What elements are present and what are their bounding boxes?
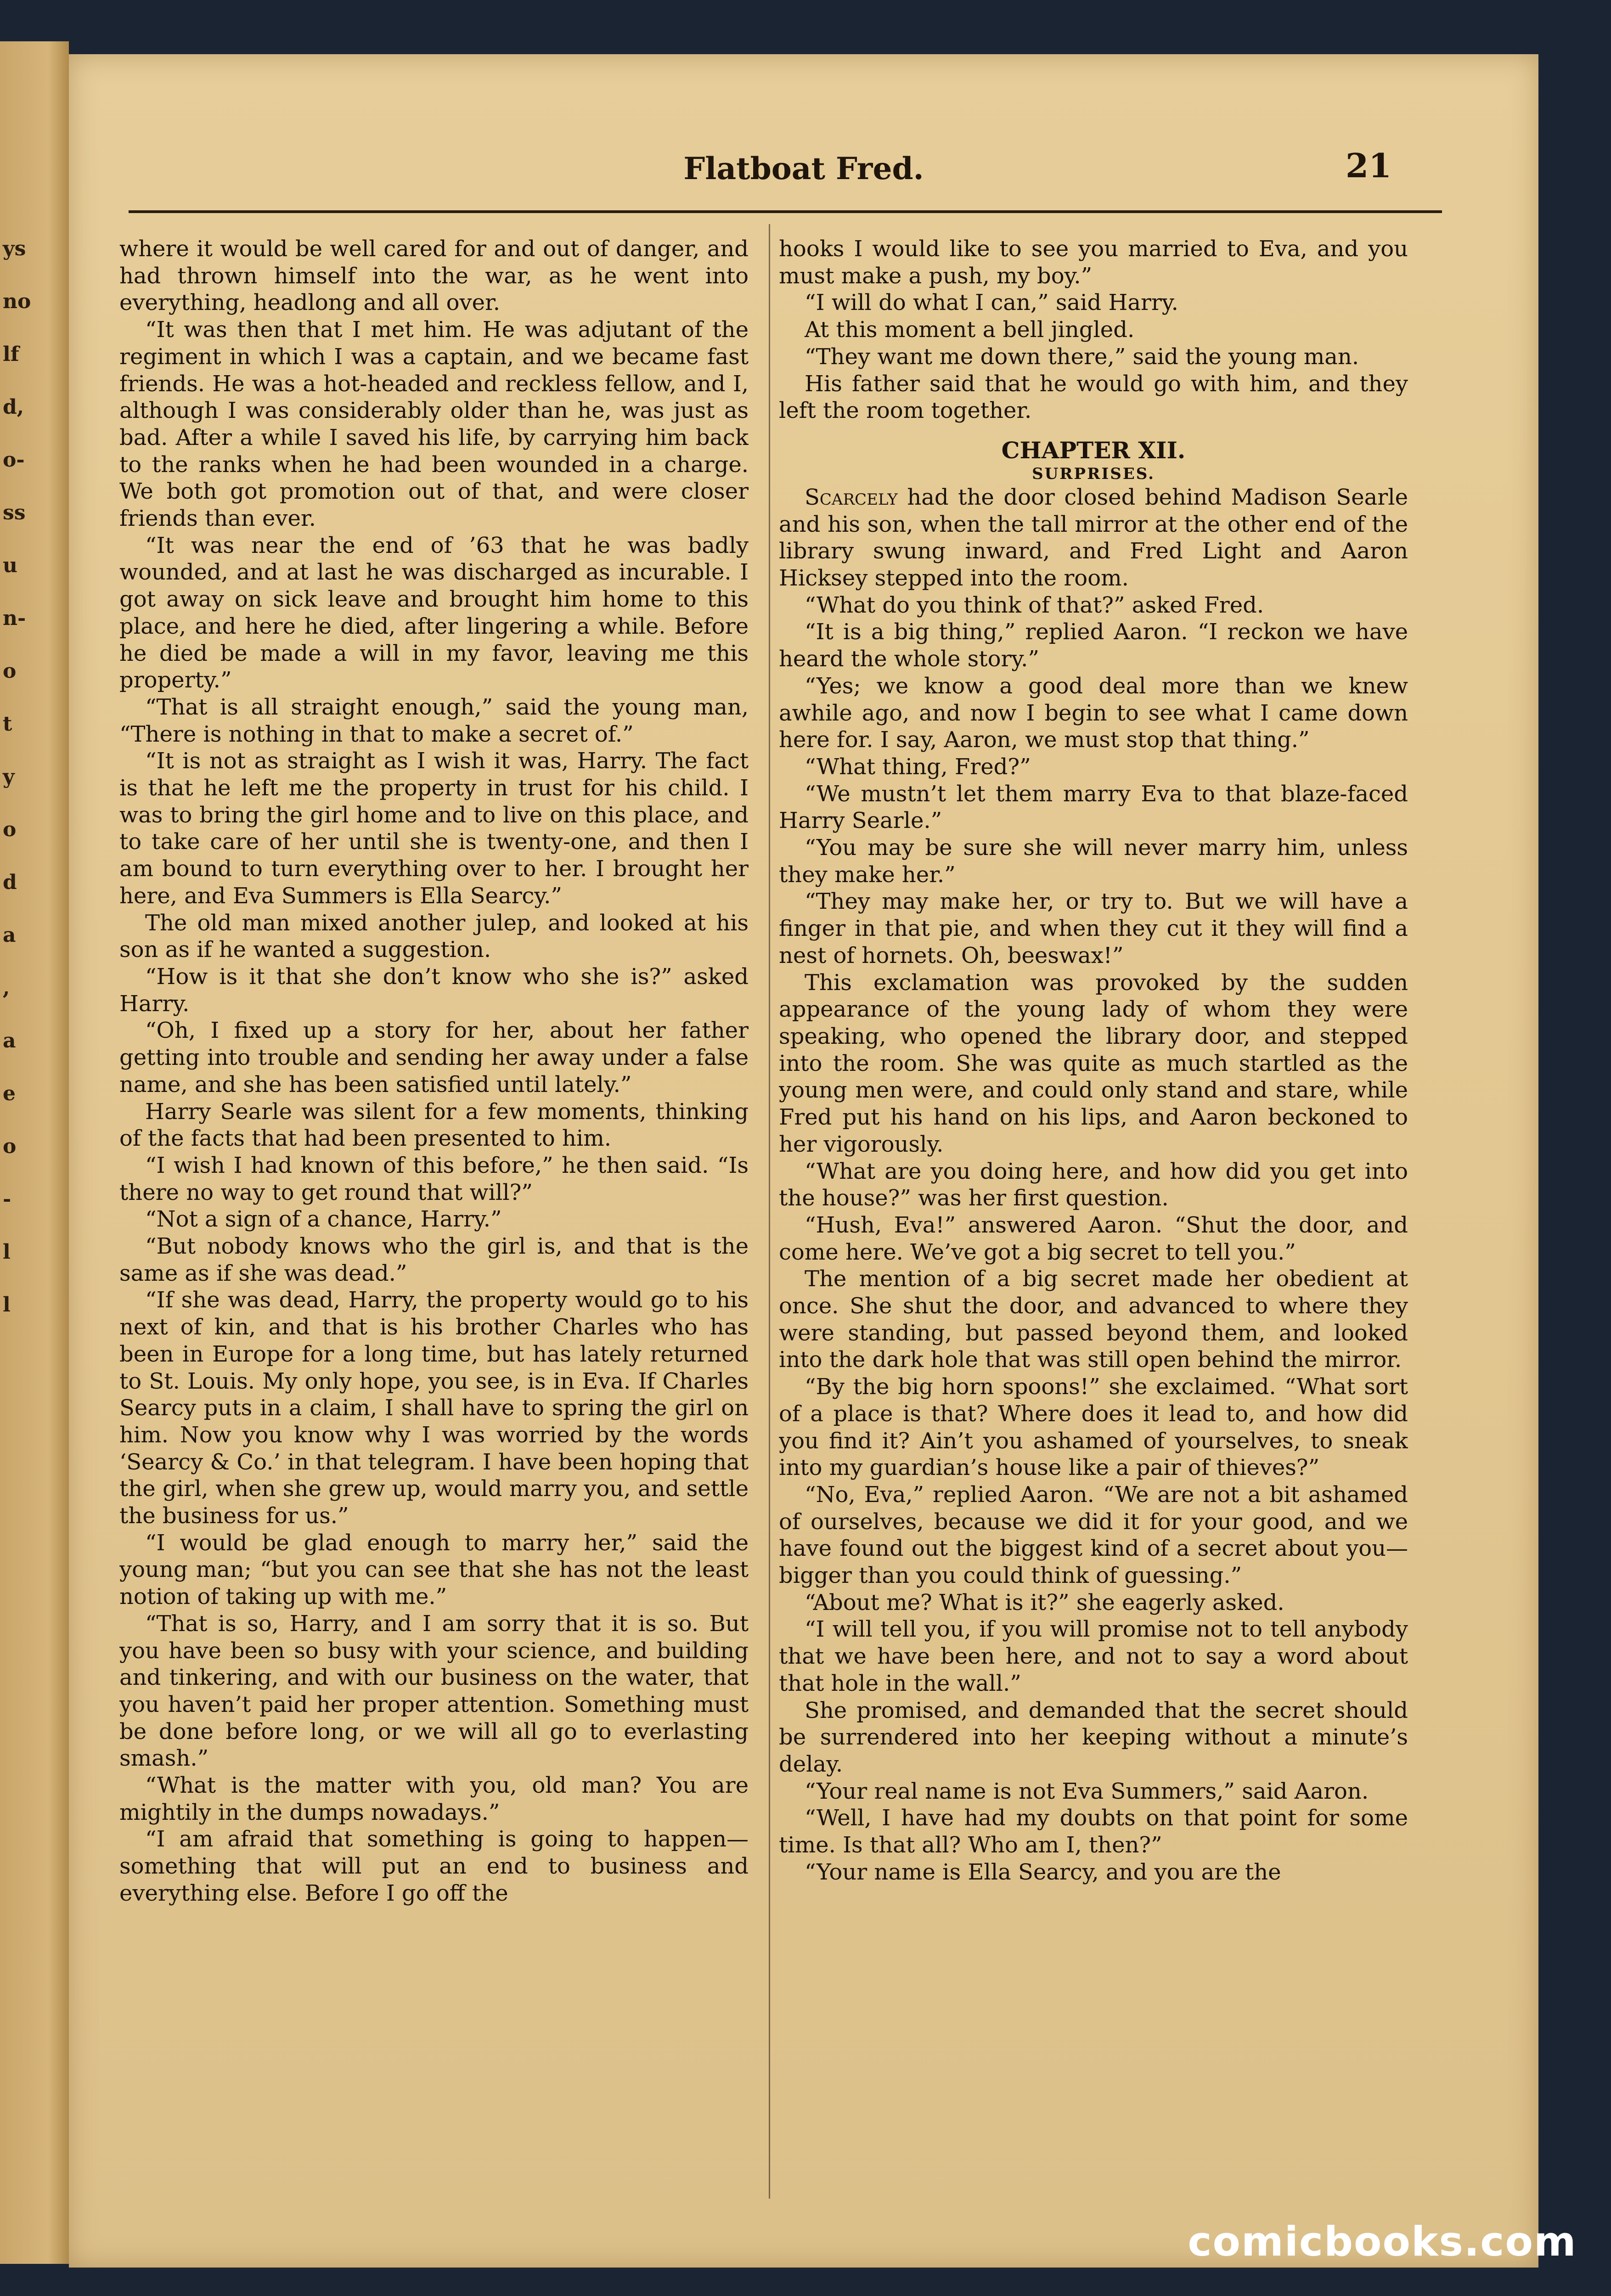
paragraph: She promised, and demanded that the secret should be surrendered into her keeping without a minute’s delay.	[779, 1697, 1408, 1777]
previous-page-fragment: a	[3, 923, 16, 947]
left-column	[119, 236, 749, 2203]
previous-page-fragment: ,	[3, 976, 10, 1000]
chapter-first-word: Scarcely	[805, 484, 898, 510]
paragraph: “About me? What is it?” she eagerly asked.	[805, 1589, 1284, 1615]
running-title: Flatboat Fred.	[683, 151, 924, 186]
paragraph: “Hush, Eva!” answered Aaron. “Shut the door, and come here. We’ve got a big secret to tell you.”	[779, 1212, 1408, 1265]
paragraph: The mention of a big secret made her obedient at once. She shut the door, and advanced to where they were standing, but passed beyond them, and looked into the dark hole that was still open behind the mirror.	[779, 1266, 1408, 1373]
chapter-first-paragraph-text: had the door closed behind Madison Searle and his son, when the tall mirror at the other end of the library swung inward, and Fred Light and Aaron Hicksey stepped into the room.	[779, 484, 1408, 591]
previous-page-fragment: lf	[3, 343, 19, 366]
page-number: 21	[1346, 146, 1392, 185]
previous-page-fragment: o-	[3, 448, 25, 472]
paragraph: “It is not as straight as I wish it was, Harry. The fact is that he left me the property in trust for his child. I was to bring the girl home and to live on this place, and to take care of her until she is twenty-one, and then I am bound to turn everything over to her. I brought her here, and Eva Summers is Ella Searcy.”	[119, 748, 749, 909]
paragraph: “They want me down there,” said the young man.	[805, 343, 1359, 370]
previous-page-fragment: d	[3, 871, 17, 894]
previous-page-fragment: d,	[3, 395, 24, 419]
previous-page-fragment: o	[3, 1135, 17, 1158]
chapter-first-paragraph	[779, 484, 1408, 592]
paragraph: “But nobody knows who the girl is, and that is the same as if she was dead.”	[119, 1233, 749, 1286]
previous-page-fragment: l	[3, 1293, 11, 1317]
paragraph: where it would be well cared for and out of danger, and had thrown himself into the war, as he went into everything, headlong and all over.	[119, 236, 749, 316]
previous-page-fragment: a	[3, 1029, 16, 1052]
previous-page-edge	[0, 41, 69, 2264]
paragraph: “I will do what I can,” said Harry.	[805, 290, 1178, 316]
paragraph: “Well, I have had my doubts on that point for some time. Is that all? Who am I, then?”	[779, 1805, 1408, 1858]
book-page	[69, 54, 1538, 2268]
paragraph: The old man mixed another julep, and looked at his son as if he wanted a suggestion.	[119, 910, 749, 963]
paragraph: His father said that he would go with him, and they left the room together.	[779, 371, 1408, 424]
paragraph: “It was near the end of ’63 that he was badly wounded, and at last he was discharged as incurable. I got away on sick leave and brought him home to this place, and here he died, after lingering a while. Before he died be made a will in my favor, leaving me this property.”	[119, 532, 749, 693]
column-divider	[769, 224, 770, 2199]
previous-page-fragment: u	[3, 554, 17, 577]
paragraph: “What thing, Fred?”	[805, 754, 1031, 780]
paragraph: “It is a big thing,” replied Aaron. “I reckon we have heard the whole story.”	[779, 619, 1408, 672]
previous-page-fragment: o	[3, 659, 17, 683]
paragraph: “That is all straight enough,” said the young man, “There is nothing in that to make a secret of.”	[119, 694, 749, 747]
paragraph: “They may make her, or try to. But we will have a finger in that pie, and when they cut it they will find a nest of hornets. Oh, beeswax!”	[779, 889, 1408, 968]
header-rule	[129, 210, 1442, 213]
previous-page-fragment: -	[3, 1187, 11, 1211]
paragraph: “I would be glad enough to marry her,” said the young man; “but you can see that she has not the least notion of taking up with me.”	[119, 1530, 749, 1610]
paragraph: “Your name is Ella Searcy, and you are the	[805, 1859, 1281, 1885]
paragraph: “I will tell you, if you will promise not to tell anybody that we have been here, and not to say a word about that hole in the wall.”	[779, 1616, 1408, 1696]
paragraph: “Your real name is not Eva Summers,” said Aaron.	[805, 1778, 1369, 1804]
previous-page-fragment: ys	[3, 237, 26, 260]
paragraph: “I am afraid that something is going to happen—something that will put an end to business and everything else. Before I go off the	[119, 1826, 749, 1906]
previous-page-fragment: l	[3, 1240, 11, 1264]
paragraph: “Yes; we know a good deal more than we knew awhile ago, and now I begin to see what I came down here for. I say, Aaron, we must stop that thing.”	[779, 673, 1408, 753]
paragraph: This exclamation was provoked by the sudden appearance of the young lady of whom they were speaking, who opened the library door, and stepped into the room. She was quite as much startled as the young men were, and could only stand and stare, while Fred put his hand on his lips, and Aaron beckoned to her vigorously.	[779, 969, 1408, 1157]
paragraph: “How is it that she don’t know who she is?” asked Harry.	[119, 963, 749, 1017]
previous-page-fragment: y	[3, 765, 15, 788]
previous-page-fragment: o	[3, 818, 17, 841]
paragraph: “If she was dead, Harry, the property would go to his next of kin, and that is his brother Charles who has been in Europe for a long time, but has lately returned to St. Louis. My only hope, you see, is in Eva. If Charles Searcy puts in a claim, I shall have to spring the girl on him. Now you know why I was worried by the words ‘Searcy & Co.’ in that telegram. I have been hoping that the girl, when she grew up, would marry you, and settle the business for us.”	[119, 1287, 749, 1529]
paragraph: hooks I would like to see you married to Eva, and you must make a push, my boy.”	[779, 236, 1408, 289]
paragraph: “What are you doing here, and how did you get into the house?” was her first question.	[779, 1158, 1408, 1211]
previous-page-fragment: n-	[3, 607, 26, 630]
paragraph: At this moment a bell jingled.	[805, 317, 1135, 343]
previous-page-fragment: ss	[3, 501, 26, 524]
right-column	[779, 236, 1408, 2203]
paragraph: “What is the matter with you, old man? You are mightily in the dumps nowadays.”	[119, 1773, 749, 1825]
paragraph: “By the big horn spoons!” she exclaimed. “What sort of a place is that? Where does it lead to, and how did you find it? Ain’t you ashamed of yourselves, to sneak into my guardian’s house like a pair of thieves?”	[779, 1374, 1408, 1481]
paragraph: “Oh, I fixed up a story for her, about her father getting into trouble and sending her away under a false name, and she has been satisfied until lately.”	[119, 1018, 749, 1097]
paragraph: “Not a sign of a chance, Harry.”	[145, 1206, 502, 1232]
paragraph: “No, Eva,” replied Aaron. “We are not a bit ashamed of ourselves, because we did it for your good, and we have found out the biggest kind of a secret about you—bigger than you could think of guessing.”	[779, 1481, 1408, 1589]
chapter-heading: CHAPTER XII.	[1001, 436, 1186, 464]
paragraph: “We mustn’t let them marry Eva to that blaze-faced Harry Searle.”	[779, 781, 1408, 834]
paragraph: “That is so, Harry, and I am sorry that it is so. But you have been so busy with your science, and building and tinkering, and with our business on the water, that you haven’t paid her proper attention. Something must be done before long, or we will all go to everlasting smash.”	[119, 1610, 749, 1772]
previous-page-fragment: t	[3, 712, 12, 736]
paragraph: “It was then that I met him. He was adjutant of the regiment in which I was a captain, and we became fast friends. He was a hot-headed and reckless fellow, and I, although I was considerably older than he, was just as bad. After a while I saved his life, by carrying him back to the ranks when he had been wounded in a charge. We both got promotion out of that, and were closer friends than ever.	[119, 317, 749, 532]
previous-page-fragment: no	[3, 290, 31, 313]
paragraph: “I wish I had known of this before,” he then said. “Is there no way to get round that will?”	[119, 1152, 749, 1205]
previous-page-fragment: e	[3, 1082, 16, 1105]
paragraph: Harry Searle was silent for a few moments, thinking of the facts that had been presented to him.	[119, 1098, 749, 1152]
chapter-subheading: SURPRISES.	[1032, 464, 1155, 483]
paragraph: “You may be sure she will never marry him, unless they make her.”	[779, 835, 1408, 888]
site-watermark: comicbooks.com	[1188, 2218, 1577, 2265]
paragraph: “What do you think of that?” asked Fred.	[805, 592, 1264, 618]
